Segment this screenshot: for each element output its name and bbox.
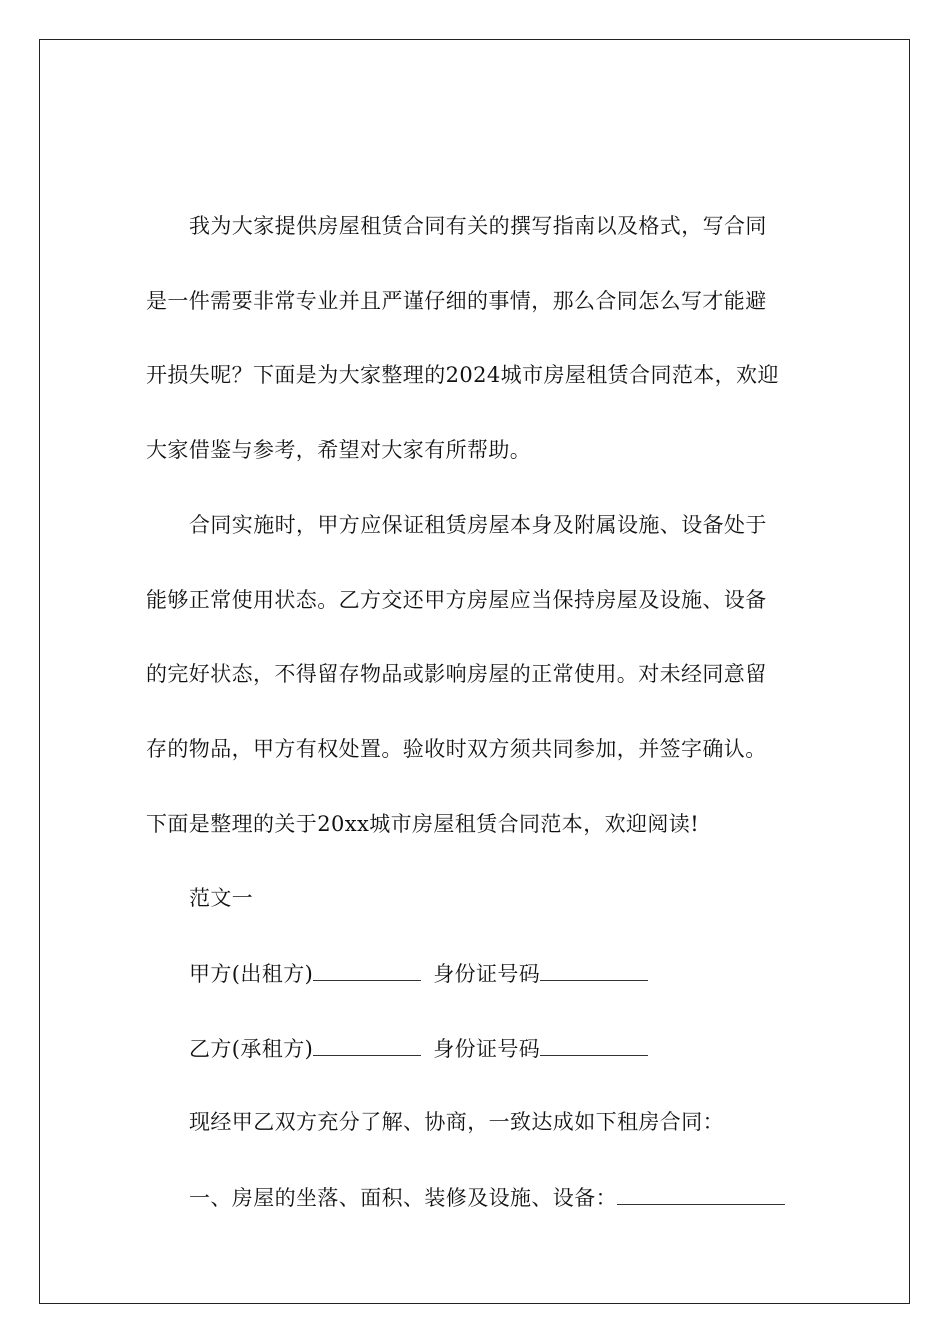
party-a-label: 甲方(出租方): [189, 962, 314, 986]
party-b-id-label: 身份证号码: [433, 1037, 541, 1061]
agreement-intro: 现经甲乙双方充分了解、协商，一致达成如下租房合同：: [189, 1110, 724, 1134]
party-b-name-blank: [313, 1033, 421, 1056]
paragraph-2-line-5: 下面是整理的关于20xx城市房屋租赁合同范本，欢迎阅读!: [146, 812, 700, 836]
paragraph-2-line-2: 能够正常使用状态。乙方交还甲方房屋应当保持房屋及设施、设备: [146, 588, 767, 612]
party-a-id-label: 身份证号码: [433, 962, 541, 986]
party-b-row: [189, 1033, 648, 1064]
clause-1-label: 一、房屋的坐落、面积、装修及设施、设备：: [189, 1186, 617, 1210]
paragraph-2-line-4: 存的物品，甲方有权处置。验收时双方须共同参加，并签字确认。: [146, 737, 767, 761]
party-b-id-blank: [540, 1033, 648, 1056]
clause-1-blank: [617, 1182, 785, 1205]
paragraph-1-line-1: 我为大家提供房屋租赁合同有关的撰写指南以及格式，写合同: [189, 214, 767, 238]
paragraph-1-line-4: 大家借鉴与参考，希望对大家有所帮助。: [146, 438, 532, 462]
clause-1-row: [189, 1182, 785, 1213]
paragraph-1-line-3: 开损失呢？下面是为大家整理的2024城市房屋租赁合同范本，欢迎: [146, 363, 779, 387]
party-b-label: 乙方(承租方): [189, 1037, 314, 1061]
party-a-id-blank: [540, 958, 648, 981]
sample-heading: 范文一: [189, 886, 254, 910]
paragraph-2-line-3: 的完好状态，不得留存物品或影响房屋的正常使用。对未经同意留: [146, 662, 767, 686]
paragraph-2-line-1: 合同实施时，甲方应保证租赁房屋本身及附属设施、设备处于: [189, 513, 767, 537]
party-a-row: [189, 958, 648, 989]
party-a-name-blank: [313, 958, 421, 981]
paragraph-1-line-2: 是一件需要非常专业并且严谨仔细的事情，那么合同怎么写才能避: [146, 289, 767, 313]
